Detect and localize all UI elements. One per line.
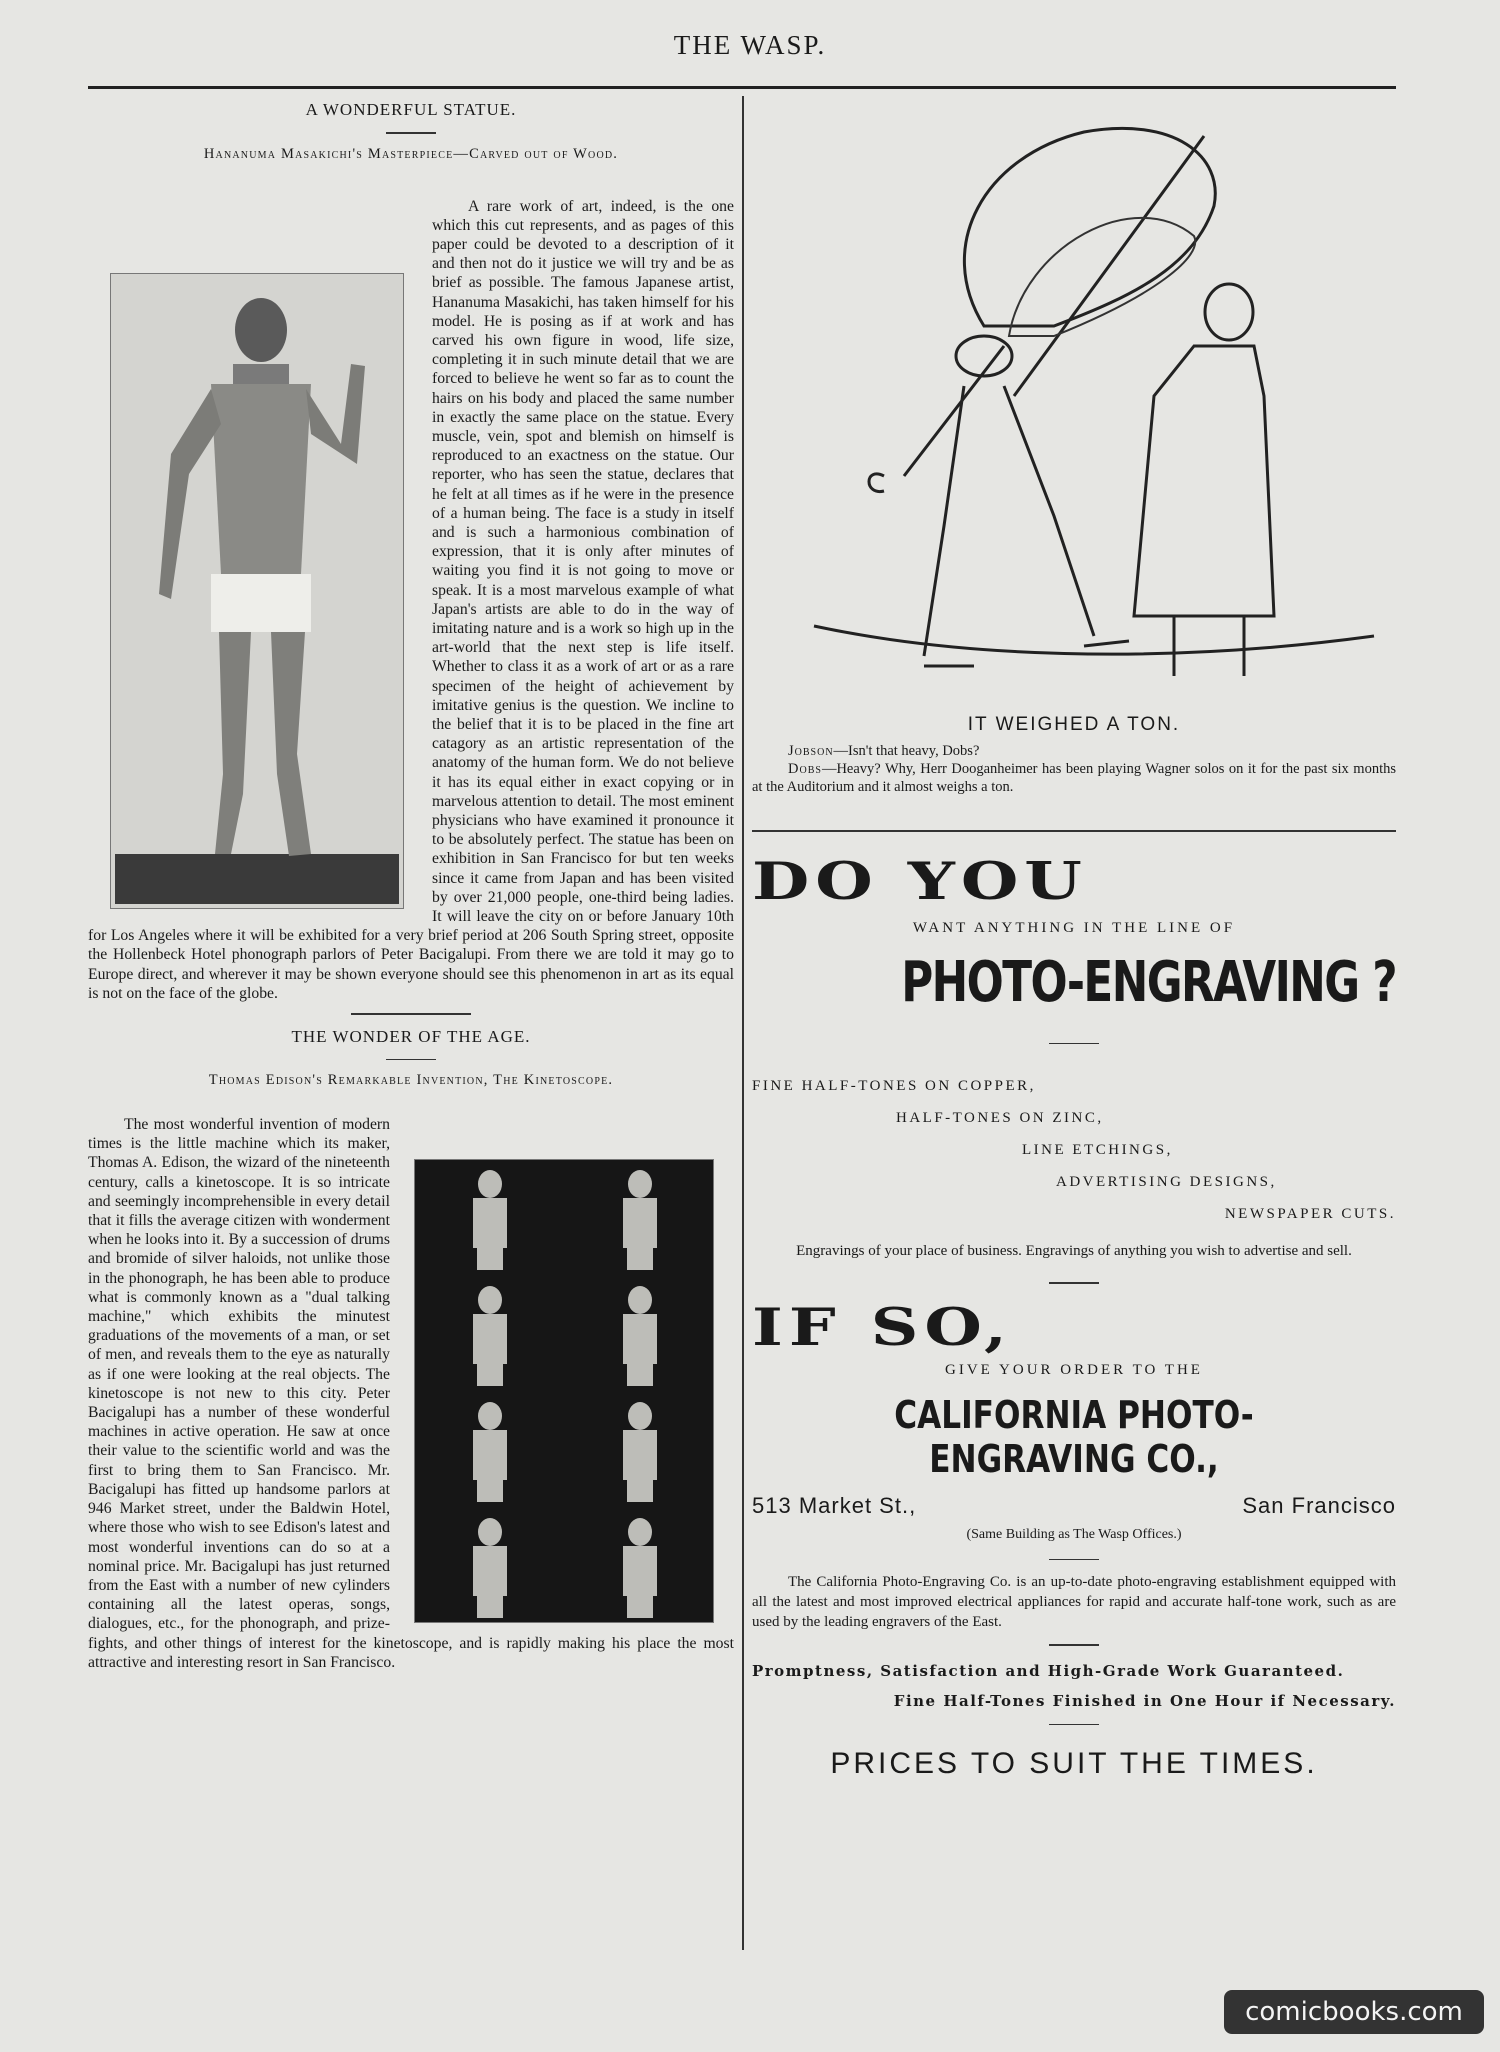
jobson-line: —Isn't that heavy, Dobs? — [833, 743, 980, 759]
divider — [386, 132, 436, 134]
statue-photo — [110, 273, 404, 909]
statue-article-title: A WONDERFUL STATUE. — [305, 100, 517, 119]
left-column — [88, 96, 734, 1672]
photo-engraving-headline: PHOTO-ENGRAVING ? — [901, 949, 1396, 1015]
bass-cartoon — [754, 96, 1394, 706]
prices-slogan: PRICES TO SUIT THE TIMES. — [830, 1747, 1318, 1780]
statue-figure-illustration — [111, 274, 403, 908]
divider — [386, 1059, 436, 1061]
engravings-text: Engravings of your place of business. Engravings of anything you wish to advertise and sell. — [796, 1243, 1352, 1259]
company-description — [752, 1572, 1396, 1632]
ad-divider — [752, 830, 1396, 832]
statue-article-subtitle: Hananuma Masakichi's Masterpiece—Carved out of Wood. — [203, 145, 619, 162]
fine-halftones-text: Fine Half-Tones Finished in One Hour if Necessary. — [893, 1691, 1396, 1710]
divider — [1049, 1282, 1099, 1284]
company-name: CALIFORNIA PHOTO-ENGRAVING CO., — [894, 1392, 1254, 1481]
city: San Francisco — [1242, 1492, 1396, 1518]
divider — [1049, 1043, 1099, 1045]
kinetoscope-article-text: The most wonderful invention of modern times is the little machine which its maker, Thomas A. Edison, the wizard of the nineteenth century, calls a kinetoscope. It is so intricate and seemingly incomprehensible in every detail that it fills the average citizen with wonderment when he looks into it. By a succession of drums and bromide of silver haloids, not unlike those in the phonograph, he has been able to produce what is commonly known as a "dual talking machine," which exhibits the minutest graduations of the movements of a man, or set of men, and reveals them to the eye as naturally as if one were looking at the real objects. The kinetoscope is not new to this city. Peter Bacigalupi has a number of these wonderful machines in active operation. He saw at once their value to the scientific world and was the first to bring them to San Francisco. Mr. Bacigalupi has fitted up handsome parlors at 946 Market street, under the Baldwin Hotel, where those who wish to see Edison's latest and most wonderful inventions can do so at a nominal price. Mr. Bacigalupi has just returned from the East with a number of new cylinders containing all the latest operas, songs, dialogues, etc., for the phonograph, and prize-fights, and other things of interest for the kinetoscope, and is rapidly making his place the most attractive and interesting resort in San Francisco. — [88, 1116, 734, 1671]
kinetoscope-film-strip — [414, 1159, 714, 1623]
top-rule — [88, 86, 1396, 89]
service-item: HALF-TONES ON ZINC, — [896, 1110, 1104, 1126]
if-so-headline: IF SO, — [752, 1296, 1013, 1357]
line-of-text: WANT ANYTHING IN THE LINE OF — [912, 919, 1236, 936]
speaker-dobs: Dobs — [788, 761, 822, 777]
cartoon-illustration — [754, 96, 1394, 706]
dialogue-line-2 — [752, 760, 1396, 796]
give-order-text: GIVE YOUR ORDER TO THE — [945, 1361, 1203, 1378]
photo-engraving-ad — [752, 850, 1396, 1782]
right-column — [752, 96, 1396, 1781]
street-address: 513 Market St., — [752, 1492, 917, 1518]
same-building-note: (Same Building as The Wasp Offices.) — [966, 1526, 1182, 1542]
kinetoscope-article-body — [88, 1115, 734, 1672]
cartoon-dialogue — [752, 742, 1396, 796]
watermark: comicbooks.com — [1224, 1990, 1484, 2034]
statue-article-body — [88, 197, 734, 1004]
divider — [1049, 1644, 1099, 1646]
kinetoscope-article-title: THE WONDER OF THE AGE. — [291, 1026, 531, 1046]
promptness-text: Promptness, Satisfaction and High-Grade Work Guaranteed. — [752, 1661, 1345, 1680]
divider — [1049, 1559, 1099, 1561]
service-item: NEWSPAPER CUTS. — [1224, 1206, 1396, 1222]
column-divider — [742, 96, 744, 1950]
service-item: FINE HALF-TONES ON COPPER, — [752, 1078, 1036, 1094]
divider — [351, 1013, 471, 1015]
services-list — [752, 1070, 1396, 1230]
service-item: ADVERTISING DESIGNS, — [1056, 1174, 1277, 1190]
kinetoscope-frames-illustration — [415, 1160, 713, 1622]
divider — [1049, 1724, 1099, 1726]
cartoon-caption: IT WEIGHED A TON. — [967, 714, 1181, 735]
service-item: LINE ETCHINGS, — [1022, 1142, 1173, 1158]
company-address — [752, 1493, 1396, 1519]
speaker-jobson: Jobson — [788, 743, 834, 759]
statue-article-text: A rare work of art, indeed, is the one which this cut represents, and as pages of this paper could be devoted to a description of it and then not do it justice we will try and be as brief as possible. The famous Japanese artist, Hananuma Masakichi, has taken himself for his model. He is posing as if at work and has carved his own figure in wood, life size, completing it in such minute detail that we are forced to believe he went so far as to count the hairs on his body and placed the same number in exactly the same place on the statue. Every muscle, vein, spot and blemish on himself is reproduced to an exactness on the statue. Our reporter, who has seen the statue, declares that he felt at all times as if he were in the presence of a human being. The face is a study in itself and is such a harmonious combination of expression, that it is only after minutes of waiting you find it is not going to move or speak. It is a most marvelous example of what Japan's artists are able to do in the way of imitating nature and is a work so high up in the art-world that the next step is life itself. Whether to class it as a work of art or as a rare specimen of the height of achievement by imitative genius is the question. We incline to the belief that it is to be placed in the fine art catagory as an artistic representation of the anatomy of the human form. We do not believe it has its equal either in exact copying or in marvelous attention to detail. The most eminent physicians who have examined it pronounce it to be absolutely perfect. The statue has been on exhibition in San Francisco for but ten weeks since it came from Japan and has been visited by over 21,000 people, one-third being ladies. It will leave the city on or before January 10th for Los Angeles where it will be exhibited for a very brief period at 206 South Spring street, opposite the Hollenbeck Hotel phonograph parlors of Peter Bacigalupi. From there we are told it may go to Europe direct, and wherever it may be shown everyone should see this phenomenon in art as its equal is not on the face of the globe. — [88, 197, 734, 1002]
do-you-headline: DO YOU — [752, 850, 1088, 911]
dialogue-line-1 — [752, 742, 1396, 760]
kinetoscope-article-subtitle: Thomas Edison's Remarkable Invention, The Kinetoscope. — [208, 1072, 614, 1089]
company-description-text: The California Photo-Engraving Co. is an up-to-date photo-engraving establishment equipped with all the latest and most improved electrical appliances for rapid and accurate half-tone work, such as are used by the leading engravers of the East. — [752, 1574, 1396, 1630]
masthead: THE WASP. — [673, 30, 827, 60]
dobs-line: —Heavy? Why, Herr Dooganheimer has been playing Wagner solos on it for the past six months at the Auditorium and it almost weighs a ton. — [752, 761, 1396, 795]
